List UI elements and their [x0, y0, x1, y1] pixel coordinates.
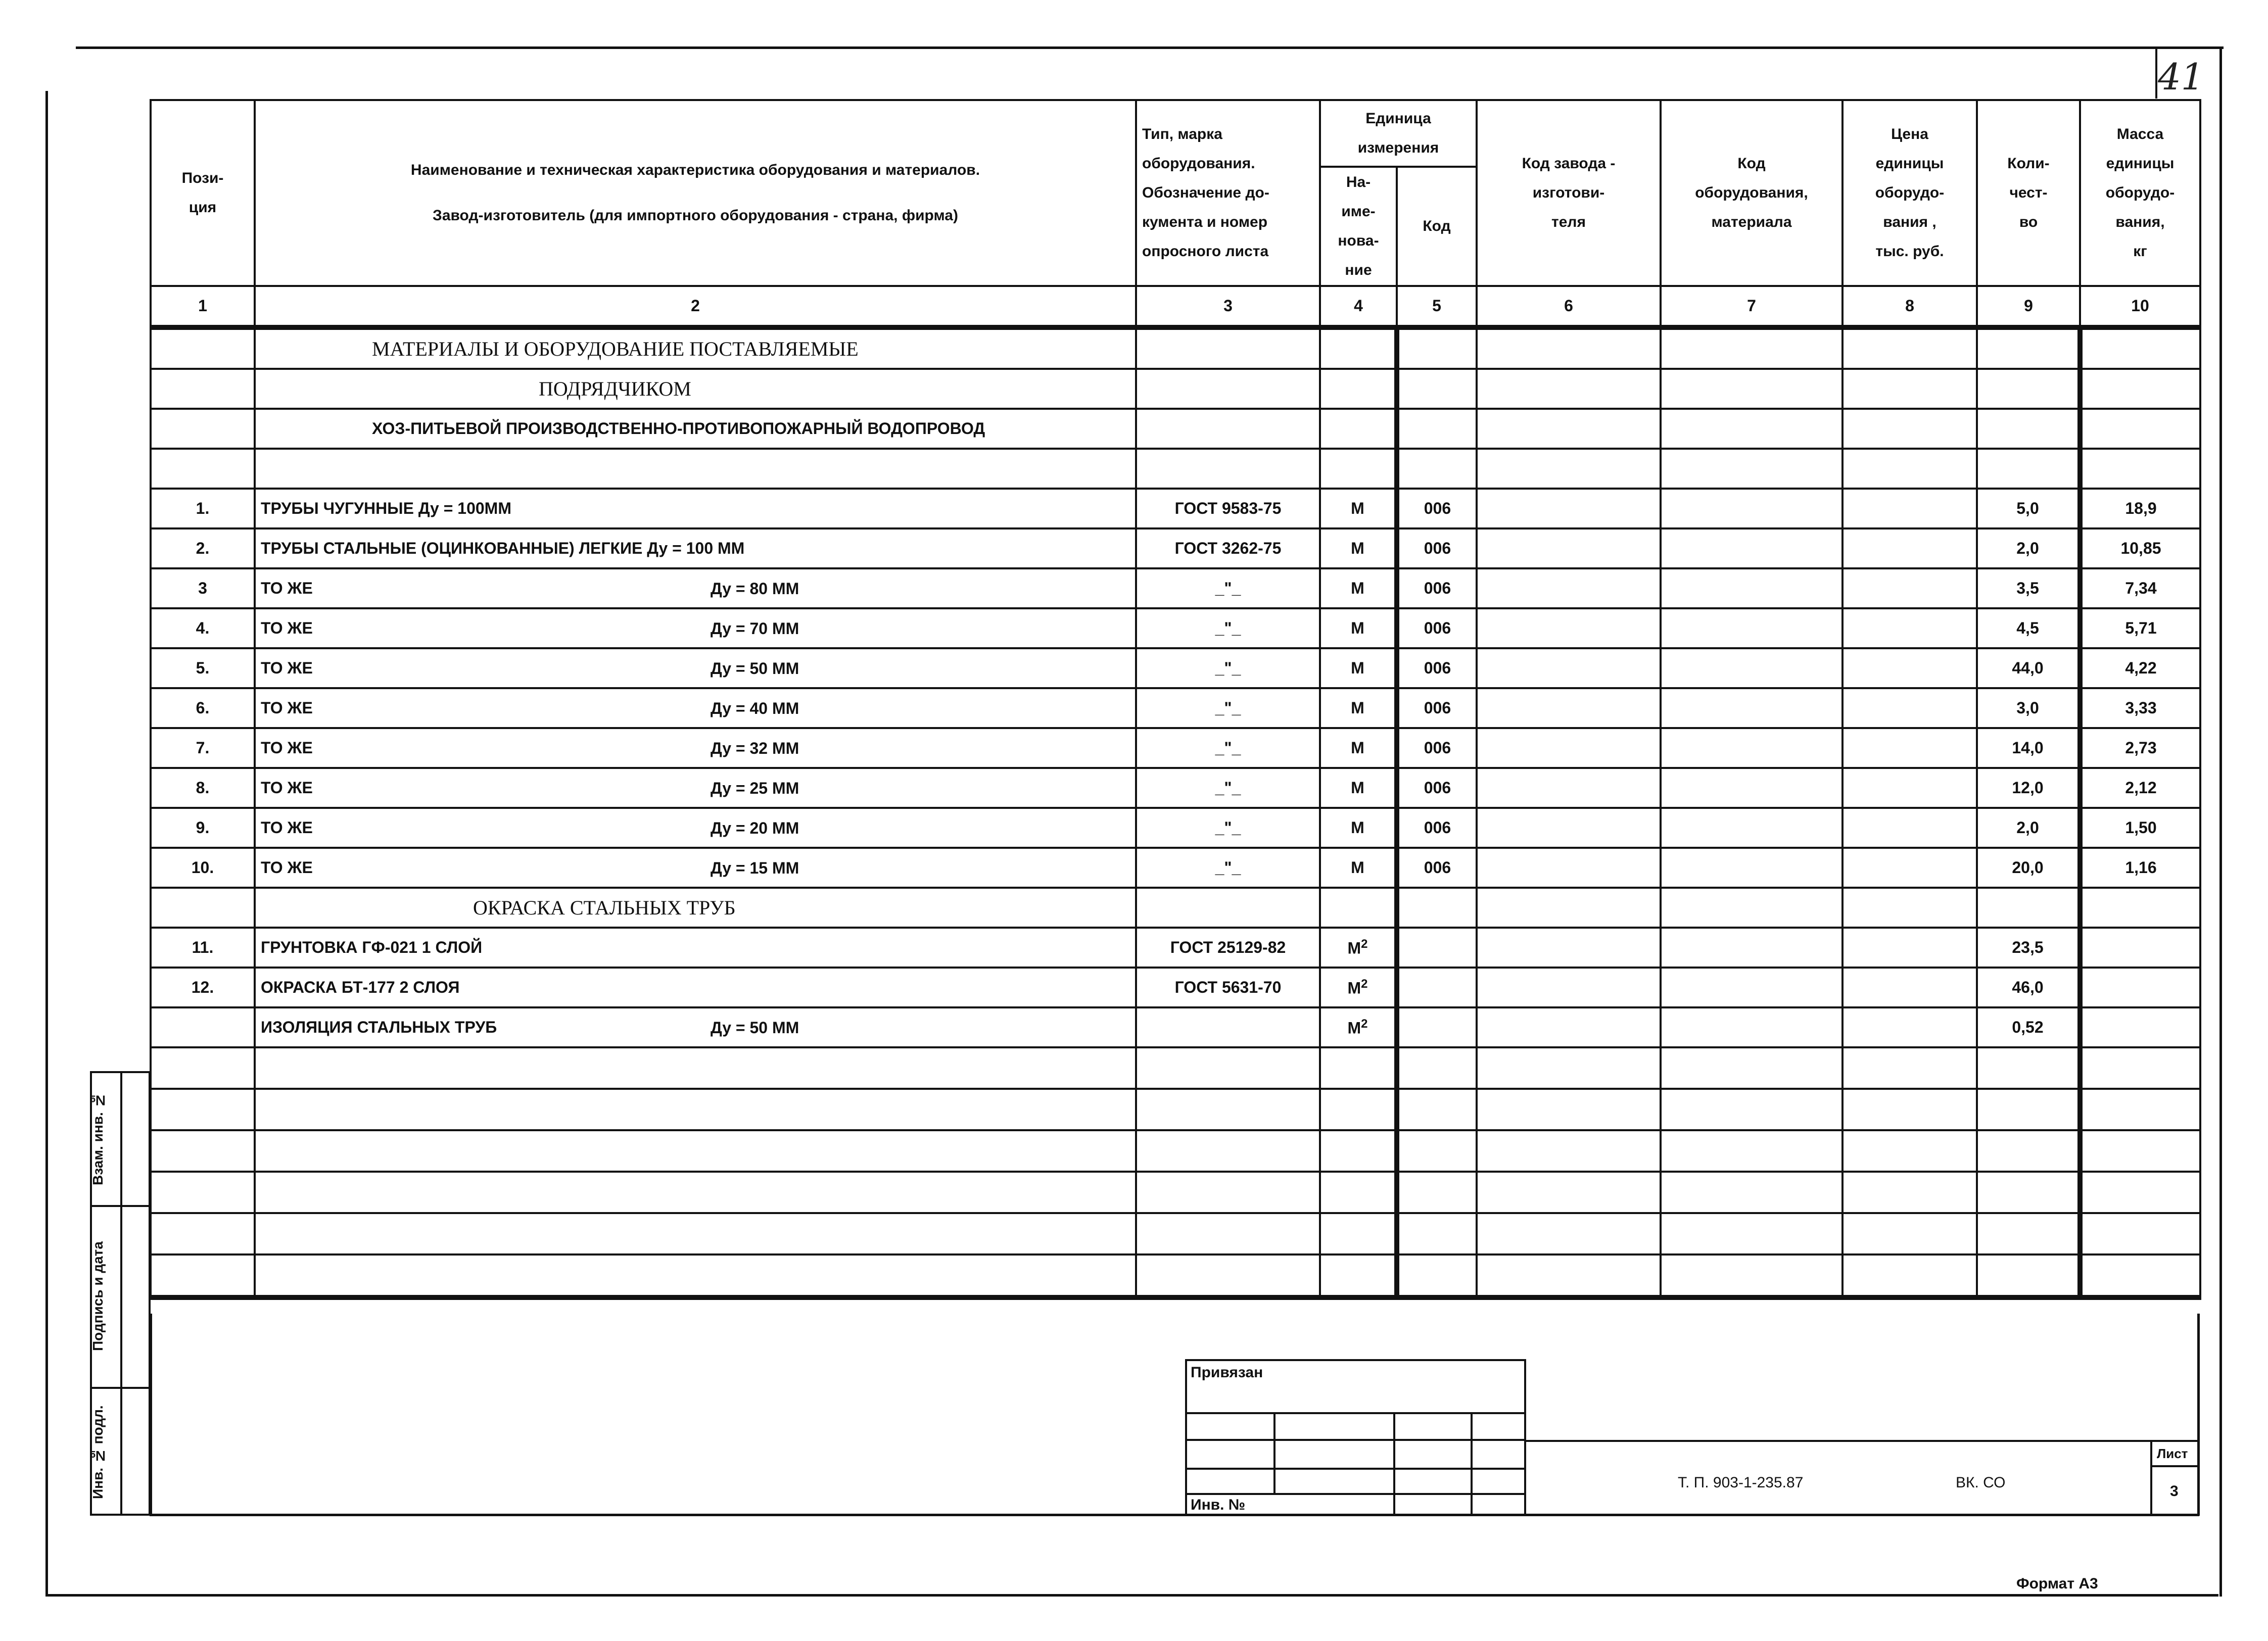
empty-cell [1320, 1172, 1397, 1213]
header-factory-code: Код завода - изготови- теля [1477, 100, 1661, 286]
item-unit-code [1397, 968, 1477, 1007]
table-row [151, 968, 2200, 1007]
item-price [1842, 928, 1977, 968]
section-title-row: ПОДРЯДЧИКОМ [151, 369, 2200, 409]
left-frame-line [45, 91, 48, 1597]
header-mass: Масса единицы оборудо- вания, кг [2080, 100, 2200, 286]
item-unit-power: 2 [1361, 937, 1368, 951]
item-diameter: Ду = 32 ММ [711, 739, 799, 757]
item-equipment-code [1661, 648, 1842, 688]
item-doc: _"_ [1136, 608, 1320, 648]
tb-line [1471, 1412, 1473, 1516]
item-unit-code: 006 [1397, 648, 1477, 688]
item-unit-code: 006 [1397, 688, 1477, 728]
empty-cell [1397, 1047, 1477, 1089]
item-unit: М [1320, 808, 1397, 848]
item-quantity: 44,0 [1977, 648, 2080, 688]
item-quantity: 20,0 [1977, 848, 2080, 888]
empty-cell [1477, 1130, 1661, 1172]
item-name-text: ТО ЖЕ [261, 579, 313, 597]
item-factory-code [1477, 608, 1661, 648]
item-equipment-code [1661, 968, 1842, 1007]
item-unit-code: 006 [1397, 768, 1477, 808]
item-name-text: ИЗОЛЯЦИЯ СТАЛЬНЫХ ТРУБ [261, 1018, 497, 1036]
item-price [1842, 528, 1977, 568]
item-name-text: ТО ЖЕ [261, 619, 313, 637]
item-position: 12. [151, 968, 255, 1007]
item-unit-power: 2 [1361, 1017, 1368, 1031]
empty-row [151, 1089, 2200, 1130]
side-stamp-line [90, 1205, 151, 1207]
empty-cell [2080, 1089, 2200, 1130]
empty-cell [1842, 1130, 1977, 1172]
table-row [151, 489, 2200, 528]
item-unit: М [1320, 728, 1397, 768]
empty-cell [255, 1254, 1136, 1297]
item-unit-code: 006 [1397, 568, 1477, 608]
empty-row [151, 449, 2200, 489]
empty-cell [1320, 1130, 1397, 1172]
item-price [1842, 808, 1977, 848]
item-quantity: 0,52 [1977, 1007, 2080, 1047]
item-unit [1320, 928, 1397, 968]
item-quantity: 3,0 [1977, 688, 2080, 728]
item-diameter: Ду = 20 ММ [711, 819, 799, 837]
sheet-number: 3 [2170, 1483, 2179, 1500]
empty-cell [1977, 888, 2080, 928]
item-quantity: 2,0 [1977, 808, 2080, 848]
item-price [1842, 848, 1977, 888]
item-price [1842, 728, 1977, 768]
empty-cell [2080, 1047, 2200, 1089]
item-quantity: 5,0 [1977, 489, 2080, 528]
item-unit: М [1320, 768, 1397, 808]
item-name [255, 848, 1136, 888]
item-mass [2080, 1007, 2200, 1047]
item-name [255, 608, 1136, 648]
item-price [1842, 608, 1977, 648]
item-mass [2080, 928, 2200, 968]
item-unit [1320, 1007, 1397, 1047]
item-equipment-code [1661, 688, 1842, 728]
item-name-text: ОКРАСКА БТ-177 2 СЛОЯ [261, 978, 460, 996]
item-position: 11. [151, 928, 255, 968]
empty-cell [1977, 1254, 2080, 1297]
item-doc: _"_ [1136, 728, 1320, 768]
empty-row [151, 1254, 2200, 1297]
tb-line [1273, 1412, 1275, 1493]
item-position: 5. [151, 648, 255, 688]
empty-cell [1136, 1130, 1320, 1172]
item-name [255, 489, 1136, 528]
item-equipment-code [1661, 568, 1842, 608]
item-quantity: 12,0 [1977, 768, 2080, 808]
item-factory-code [1477, 568, 1661, 608]
item-unit: М [1320, 648, 1397, 688]
empty-row [151, 1130, 2200, 1172]
item-doc: ГОСТ 9583-75 [1136, 489, 1320, 528]
item-unit-code [1397, 928, 1477, 968]
empty-cell [1397, 1213, 1477, 1254]
item-name [255, 1007, 1136, 1047]
empty-cell [1320, 888, 1397, 928]
item-mass: 3,33 [2080, 688, 2200, 728]
empty-cell [1661, 1089, 1842, 1130]
item-price [1842, 489, 1977, 528]
item-factory-code [1477, 648, 1661, 688]
tb-line [1185, 1468, 1526, 1470]
table-row [151, 528, 2200, 568]
item-equipment-code [1661, 848, 1842, 888]
empty-cell [1136, 1172, 1320, 1213]
header-quantity: Коли- чест- во [1977, 100, 2080, 286]
item-doc: _"_ [1136, 648, 1320, 688]
empty-cell [1477, 888, 1661, 928]
empty-cell [1661, 1130, 1842, 1172]
item-factory-code [1477, 768, 1661, 808]
table-area-bottom-line [150, 1514, 2199, 1516]
item-position: 4. [151, 608, 255, 648]
item-price [1842, 688, 1977, 728]
format-label: Формат А3 [2016, 1575, 2098, 1592]
header-row [151, 100, 2200, 167]
empty-cell [1661, 1254, 1842, 1297]
header-position: Пози- ция [151, 100, 255, 286]
item-name [255, 808, 1136, 848]
item-factory-code [1477, 848, 1661, 888]
item-name [255, 928, 1136, 968]
table-row [151, 928, 2200, 968]
item-position: 7. [151, 728, 255, 768]
item-quantity: 46,0 [1977, 968, 2080, 1007]
item-diameter: Ду = 15 ММ [711, 859, 799, 877]
item-position: 1. [151, 489, 255, 528]
item-unit: М [1320, 688, 1397, 728]
item-diameter: Ду = 40 ММ [711, 699, 799, 717]
item-doc [1136, 1007, 1320, 1047]
table-row [151, 648, 2200, 688]
item-diameter: Ду = 80 ММ [711, 580, 799, 598]
empty-cell [255, 1089, 1136, 1130]
item-mass: 2,73 [2080, 728, 2200, 768]
empty-cell [2080, 888, 2200, 928]
empty-cell [1842, 1172, 1977, 1213]
table-row [151, 688, 2200, 728]
item-diameter: Ду = 50 ММ [711, 659, 799, 678]
item-name [255, 688, 1136, 728]
inv-no-label: Инв. № [1191, 1497, 1246, 1513]
item-name-text: ТО ЖЕ [261, 739, 313, 757]
item-diameter: Ду = 70 ММ [711, 619, 799, 638]
section-title: ОКРАСКА СТАЛЬНЫХ ТРУБ [255, 888, 1136, 928]
item-position: 3 [151, 568, 255, 608]
empty-cell [1136, 1089, 1320, 1130]
empty-cell [1397, 888, 1477, 928]
item-mass: 5,71 [2080, 608, 2200, 648]
empty-cell [151, 1213, 255, 1254]
empty-cell [1136, 888, 1320, 928]
item-position: 2. [151, 528, 255, 568]
item-doc: ГОСТ 25129-82 [1136, 928, 1320, 968]
empty-cell [1477, 1089, 1661, 1130]
empty-cell [2080, 1254, 2200, 1297]
item-unit: М [1320, 608, 1397, 648]
item-position: 8. [151, 768, 255, 808]
item-doc: _"_ [1136, 808, 1320, 848]
item-factory-code [1477, 968, 1661, 1007]
empty-cell [1661, 1047, 1842, 1089]
header-type: Тип, марка оборудования. Обозначение до- кумента и номер опросного листа [1136, 100, 1320, 286]
item-price [1842, 968, 1977, 1007]
item-unit-code: 006 [1397, 608, 1477, 648]
tb-line [1185, 1439, 1526, 1441]
item-factory-code [1477, 528, 1661, 568]
item-factory-code [1477, 489, 1661, 528]
item-name-text: ГРУНТОВКА ГФ-021 1 СЛОЙ [261, 938, 483, 956]
empty-row [151, 1172, 2200, 1213]
header-equipment-code: Код оборудования, материала [1661, 100, 1842, 286]
empty-cell [1136, 1254, 1320, 1297]
empty-cell [1661, 888, 1842, 928]
item-diameter: Ду = 50 ММ [711, 1019, 799, 1037]
empty-cell [1477, 1047, 1661, 1089]
empty-cell [1977, 1130, 2080, 1172]
item-unit-code: 006 [1397, 848, 1477, 888]
empty-cell [1661, 1172, 1842, 1213]
item-equipment-code [1661, 1007, 1842, 1047]
empty-cell [1320, 1089, 1397, 1130]
tb-line [1393, 1412, 1395, 1516]
item-doc: _"_ [1136, 848, 1320, 888]
item-position: 9. [151, 808, 255, 848]
table-row [151, 728, 2200, 768]
section-title-row [151, 888, 2200, 928]
tb-line [2150, 1465, 2198, 1467]
item-price [1842, 768, 1977, 808]
empty-cell [1842, 888, 1977, 928]
empty-cell [1136, 1047, 1320, 1089]
doc-mark: ВК. СО [1956, 1474, 2006, 1491]
empty-row [151, 1213, 2200, 1254]
side-stamp-divider [120, 1071, 122, 1516]
item-name-text: ТО ЖЕ [261, 779, 313, 797]
item-quantity: 23,5 [1977, 928, 2080, 968]
empty-cell [151, 1047, 255, 1089]
item-doc: _"_ [1136, 688, 1320, 728]
item-mass [2080, 968, 2200, 1007]
item-quantity: 2,0 [1977, 528, 2080, 568]
table-row [151, 768, 2200, 808]
column-number-row: 1 2 3 4 5 6 7 8 9 10 [151, 286, 2200, 327]
table-row [151, 808, 2200, 848]
doc-code: Т. П. 903-1-235.87 [1678, 1474, 1804, 1491]
item-name-text: ТО ЖЕ [261, 858, 313, 877]
item-mass: 1,16 [2080, 848, 2200, 888]
empty-cell [1977, 1172, 2080, 1213]
tb-line [2150, 1440, 2152, 1516]
item-equipment-code [1661, 489, 1842, 528]
tb-line [1185, 1412, 1526, 1414]
empty-cell [255, 1047, 1136, 1089]
item-price [1842, 1007, 1977, 1047]
tb-line [1185, 1493, 1526, 1495]
header-name: Наименование и техническая характеристика оборудования и материалов. Завод-изготовитель (для импортного оборудования - страна, фирма) [255, 100, 1136, 286]
item-unit-code: 006 [1397, 489, 1477, 528]
empty-cell [1397, 1172, 1477, 1213]
item-quantity: 14,0 [1977, 728, 2080, 768]
item-name-text: ТО ЖЕ [261, 699, 313, 717]
item-unit-text: М [1347, 939, 1361, 957]
item-quantity: 3,5 [1977, 568, 2080, 608]
item-unit: М [1320, 489, 1397, 528]
table-area-left-line [150, 1314, 152, 1516]
right-frame-line [2219, 46, 2222, 1597]
item-name-text: ТРУБЫ СТАЛЬНЫЕ (ОЦИНКОВАННЫЕ) ЛЕГКИЕ Ду = 100 ММ [261, 539, 745, 557]
section-title-row: ХОЗ-ПИТЬЕВОЙ ПРОИЗВОДСТВЕННО-ПРОТИВОПОЖАРНЫЙ ВОДОПРОВОД [151, 409, 2200, 449]
table-row [151, 568, 2200, 608]
item-mass: 10,85 [2080, 528, 2200, 568]
item-name [255, 728, 1136, 768]
item-position [151, 1007, 255, 1047]
item-unit: М [1320, 848, 1397, 888]
empty-cell [151, 1172, 255, 1213]
item-doc: _"_ [1136, 768, 1320, 808]
item-mass: 1,50 [2080, 808, 2200, 848]
empty-row [151, 1047, 2200, 1089]
item-doc: _"_ [1136, 568, 1320, 608]
empty-cell [1477, 1254, 1661, 1297]
side-label-podpis: Подпись и дата [90, 1241, 106, 1352]
item-name-text: ТО ЖЕ [261, 818, 313, 837]
empty-cell [151, 1130, 255, 1172]
item-unit: М [1320, 528, 1397, 568]
side-stamp-line [90, 1387, 151, 1389]
privyazan-box [1185, 1359, 1526, 1516]
side-label-vzam: Взам. инв. № [90, 1092, 106, 1185]
empty-cell [151, 1254, 255, 1297]
item-position: 10. [151, 848, 255, 888]
empty-cell [1842, 1254, 1977, 1297]
item-equipment-code [1661, 768, 1842, 808]
table-area-right-line [2197, 1314, 2200, 1516]
item-equipment-code [1661, 928, 1842, 968]
table-row [151, 848, 2200, 888]
empty-cell [1842, 1089, 1977, 1130]
item-name-text: ТО ЖЕ [261, 659, 313, 677]
item-mass: 18,9 [2080, 489, 2200, 528]
item-equipment-code [1661, 728, 1842, 768]
item-name [255, 968, 1136, 1007]
empty-cell [1842, 1213, 1977, 1254]
item-unit-code: 006 [1397, 808, 1477, 848]
item-factory-code [1477, 688, 1661, 728]
bottom-frame-line [45, 1594, 2218, 1597]
empty-cell [1397, 1254, 1477, 1297]
empty-cell [1397, 1130, 1477, 1172]
table-row [151, 1007, 2200, 1047]
item-doc: ГОСТ 5631-70 [1136, 968, 1320, 1007]
empty-cell [151, 888, 255, 928]
empty-cell [255, 1130, 1136, 1172]
item-mass: 4,22 [2080, 648, 2200, 688]
empty-cell [1477, 1213, 1661, 1254]
item-doc: ГОСТ 3262-75 [1136, 528, 1320, 568]
item-factory-code [1477, 728, 1661, 768]
item-diameter: Ду = 25 ММ [711, 779, 799, 797]
header-unit-group: Единица измерения [1320, 100, 1477, 167]
item-equipment-code [1661, 808, 1842, 848]
empty-cell [1320, 1047, 1397, 1089]
item-unit-text: М [1347, 1019, 1361, 1037]
item-unit-code: 006 [1397, 728, 1477, 768]
empty-cell [1320, 1213, 1397, 1254]
item-mass: 2,12 [2080, 768, 2200, 808]
item-factory-code [1477, 808, 1661, 848]
empty-cell [1977, 1089, 2080, 1130]
sheet-label: Лист [2157, 1446, 2188, 1461]
empty-cell [1136, 1213, 1320, 1254]
empty-cell [2080, 1172, 2200, 1213]
item-name [255, 528, 1136, 568]
item-equipment-code [1661, 528, 1842, 568]
item-unit [1320, 968, 1397, 1007]
item-factory-code [1477, 1007, 1661, 1047]
item-equipment-code [1661, 608, 1842, 648]
empty-cell [1661, 1213, 1842, 1254]
empty-cell [151, 1089, 255, 1130]
item-quantity: 4,5 [1977, 608, 2080, 648]
privyazan-label: Привязан [1191, 1364, 1263, 1381]
empty-cell [2080, 1213, 2200, 1254]
item-unit-code [1397, 1007, 1477, 1047]
header-unit-code: Код [1397, 167, 1477, 286]
item-price [1842, 568, 1977, 608]
empty-cell [1320, 1254, 1397, 1297]
header-unit-name: На- име- нова- ние [1320, 167, 1397, 286]
empty-cell [1477, 1172, 1661, 1213]
item-price [1842, 648, 1977, 688]
item-unit: М [1320, 568, 1397, 608]
item-name-text: ТРУБЫ ЧУГУННЫЕ Ду = 100ММ [261, 499, 511, 517]
table-row [151, 608, 2200, 648]
empty-cell [255, 1213, 1136, 1254]
empty-cell [1397, 1089, 1477, 1130]
item-factory-code [1477, 928, 1661, 968]
empty-cell [1977, 1213, 2080, 1254]
item-mass: 7,34 [2080, 568, 2200, 608]
item-name [255, 568, 1136, 608]
page-number: 41 [2158, 56, 2204, 98]
item-name [255, 768, 1136, 808]
item-unit-power: 2 [1361, 977, 1368, 991]
specification-table [150, 99, 2201, 1300]
empty-cell [2080, 1130, 2200, 1172]
section-title-row: МАТЕРИАЛЫ И ОБОРУДОВАНИЕ ПОСТАВЛЯЕМЫЕ [151, 327, 2200, 369]
header-price: Цена единицы оборудо- вания , тыс. руб. [1842, 100, 1977, 286]
item-name [255, 648, 1136, 688]
empty-cell [1977, 1047, 2080, 1089]
empty-cell [1842, 1047, 1977, 1089]
page-number-box-line [2155, 48, 2157, 99]
item-unit-text: М [1347, 979, 1361, 997]
top-border-line [76, 46, 2224, 49]
tb-line [1526, 1440, 2199, 1442]
item-unit-code: 006 [1397, 528, 1477, 568]
side-label-inv-podl: Инв. № подл. [90, 1405, 106, 1499]
item-position: 6. [151, 688, 255, 728]
empty-cell [255, 1172, 1136, 1213]
